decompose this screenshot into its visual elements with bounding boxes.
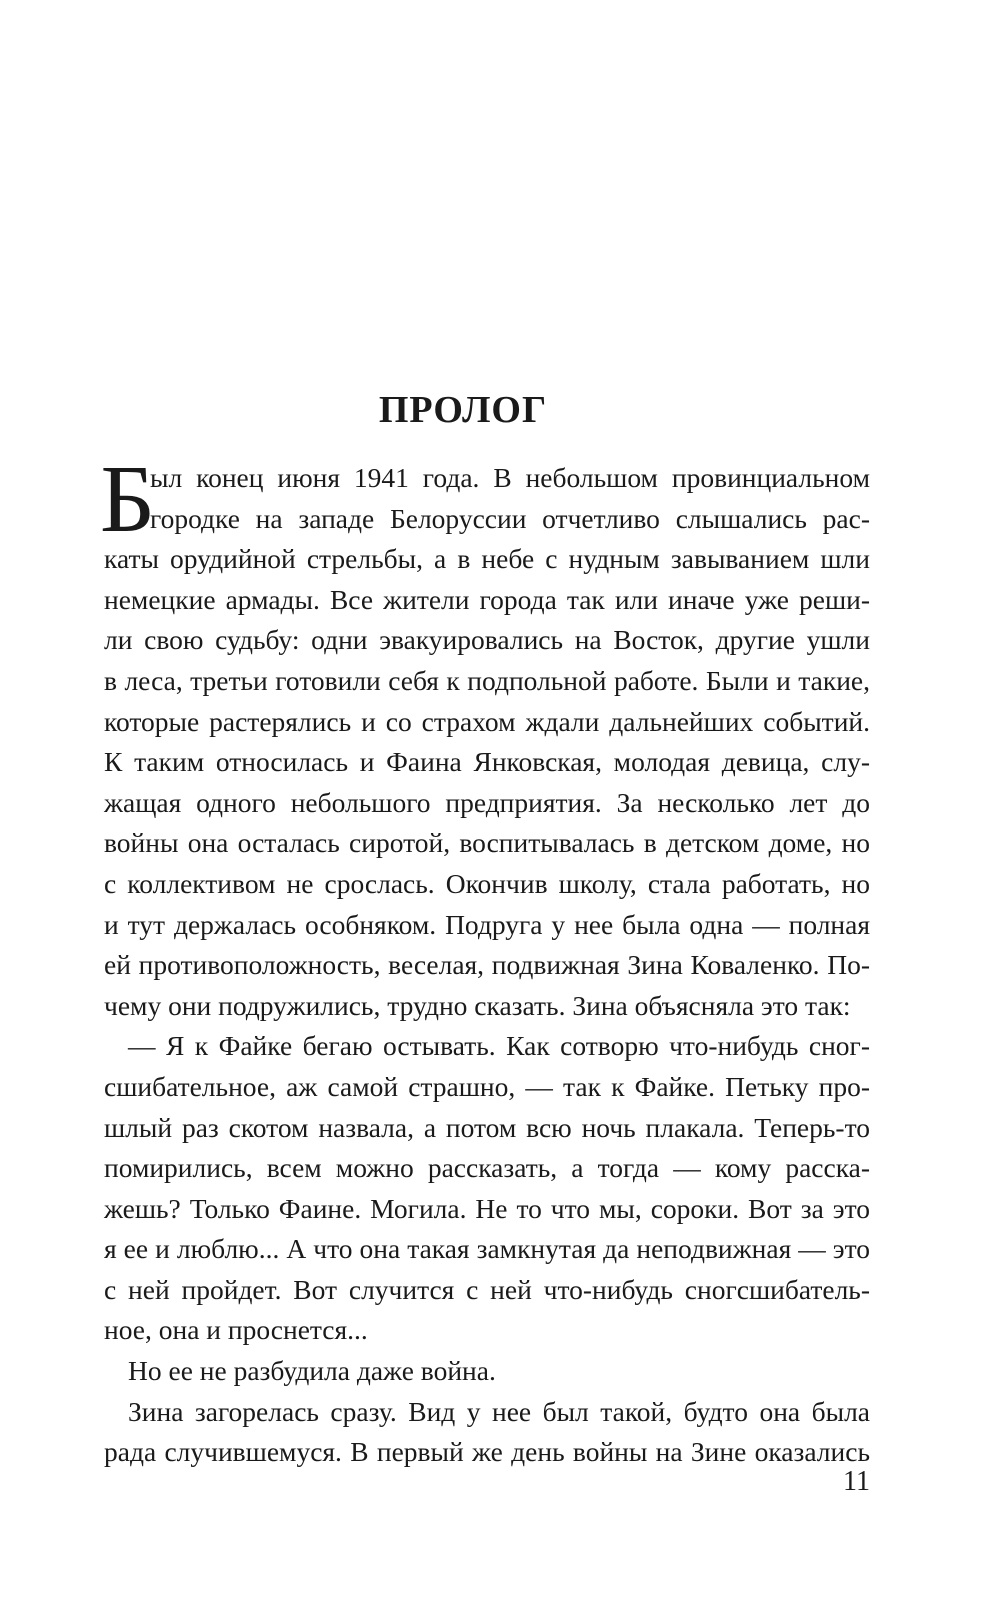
text-line-24: Зина загорелась сразу. Вид у нее был такой, будто она была — [128, 1395, 870, 1427]
text-line-6: в леса, третьи готовили себя к подпольной работе. Были и такие, — [104, 664, 870, 696]
text-line-25: рада случившемуся. В первый же день войны на Зине оказались — [104, 1436, 870, 1468]
text-line-20: я ее и люблю... А что она такая замкнутая да неподвижная — это — [104, 1233, 870, 1265]
text-line-7: которые растерялись и со страхом ждали дальнейших событий. — [104, 705, 870, 737]
text-line-3: каты орудийной стрельбы, а в небе с нудным завыванием шли — [104, 543, 870, 575]
chapter-title: ПРОЛОГ — [378, 389, 548, 431]
text-line-14: чему они подружились, трудно сказать. Зина объясняла это так: — [104, 989, 851, 1021]
drop-cap-letter: Б — [100, 445, 156, 552]
text-line-21: с ней пройдет. Вот случится с ней что-нибудь сногсшибатель- — [104, 1273, 870, 1305]
text-line-5: ли свою судьбу: одни эвакуировались на Восток, другие ушли — [104, 624, 870, 656]
text-line-4: немецкие армады. Все жители города так или иначе уже реши- — [104, 583, 870, 615]
text-line-17: шлый раз скотом назвала, а потом всю ночь плакала. Теперь-то — [104, 1111, 870, 1143]
text-line-18: помирились, всем можно рассказать, а тогда — кому расска- — [104, 1152, 870, 1184]
line-text: городке на западе Белоруссии отчетливо слышались рас- — [150, 502, 870, 534]
text-line-15: — Я к Файке бегаю остывать. Как сотворю что-нибудь сног- — [128, 1030, 870, 1062]
text-line-19: жешь? Только Фаине. Могила. Не то что мы, сороки. Вот за это — [104, 1192, 870, 1224]
text-line-12: и тут держалась особняком. Подруга у нее была одна — полная — [104, 908, 870, 940]
text-line-2 — [104, 499, 870, 540]
page-number: 11 — [843, 1466, 870, 1497]
text-line-16: сшибательное, аж самой страшно, — так к Файке. Петьку про- — [104, 1070, 870, 1102]
text-line-13: ей противоположность, веселая, подвижная Зина Коваленко. По- — [104, 949, 870, 981]
text-line-10: войны она осталась сиротой, воспитывалась в детском доме, но — [104, 827, 870, 859]
line-text: ыл конец июня 1941 года. В небольшом провинциальном — [150, 462, 870, 493]
text-line-23: Но ее не разбудила даже война. — [128, 1355, 496, 1387]
body-text — [100, 445, 870, 1473]
text-line-9: жащая одного небольшого предприятия. За несколько лет до — [104, 786, 870, 818]
text-line-11: с коллективом не срослась. Окончив школу, стала работать, но — [104, 867, 870, 899]
dropcap-row — [104, 499, 870, 540]
text-line-8: К таким относилась и Фаина Янковская, молодая девица, слу- — [104, 746, 870, 778]
text-line-22: ное, она и проснется... — [104, 1314, 368, 1346]
